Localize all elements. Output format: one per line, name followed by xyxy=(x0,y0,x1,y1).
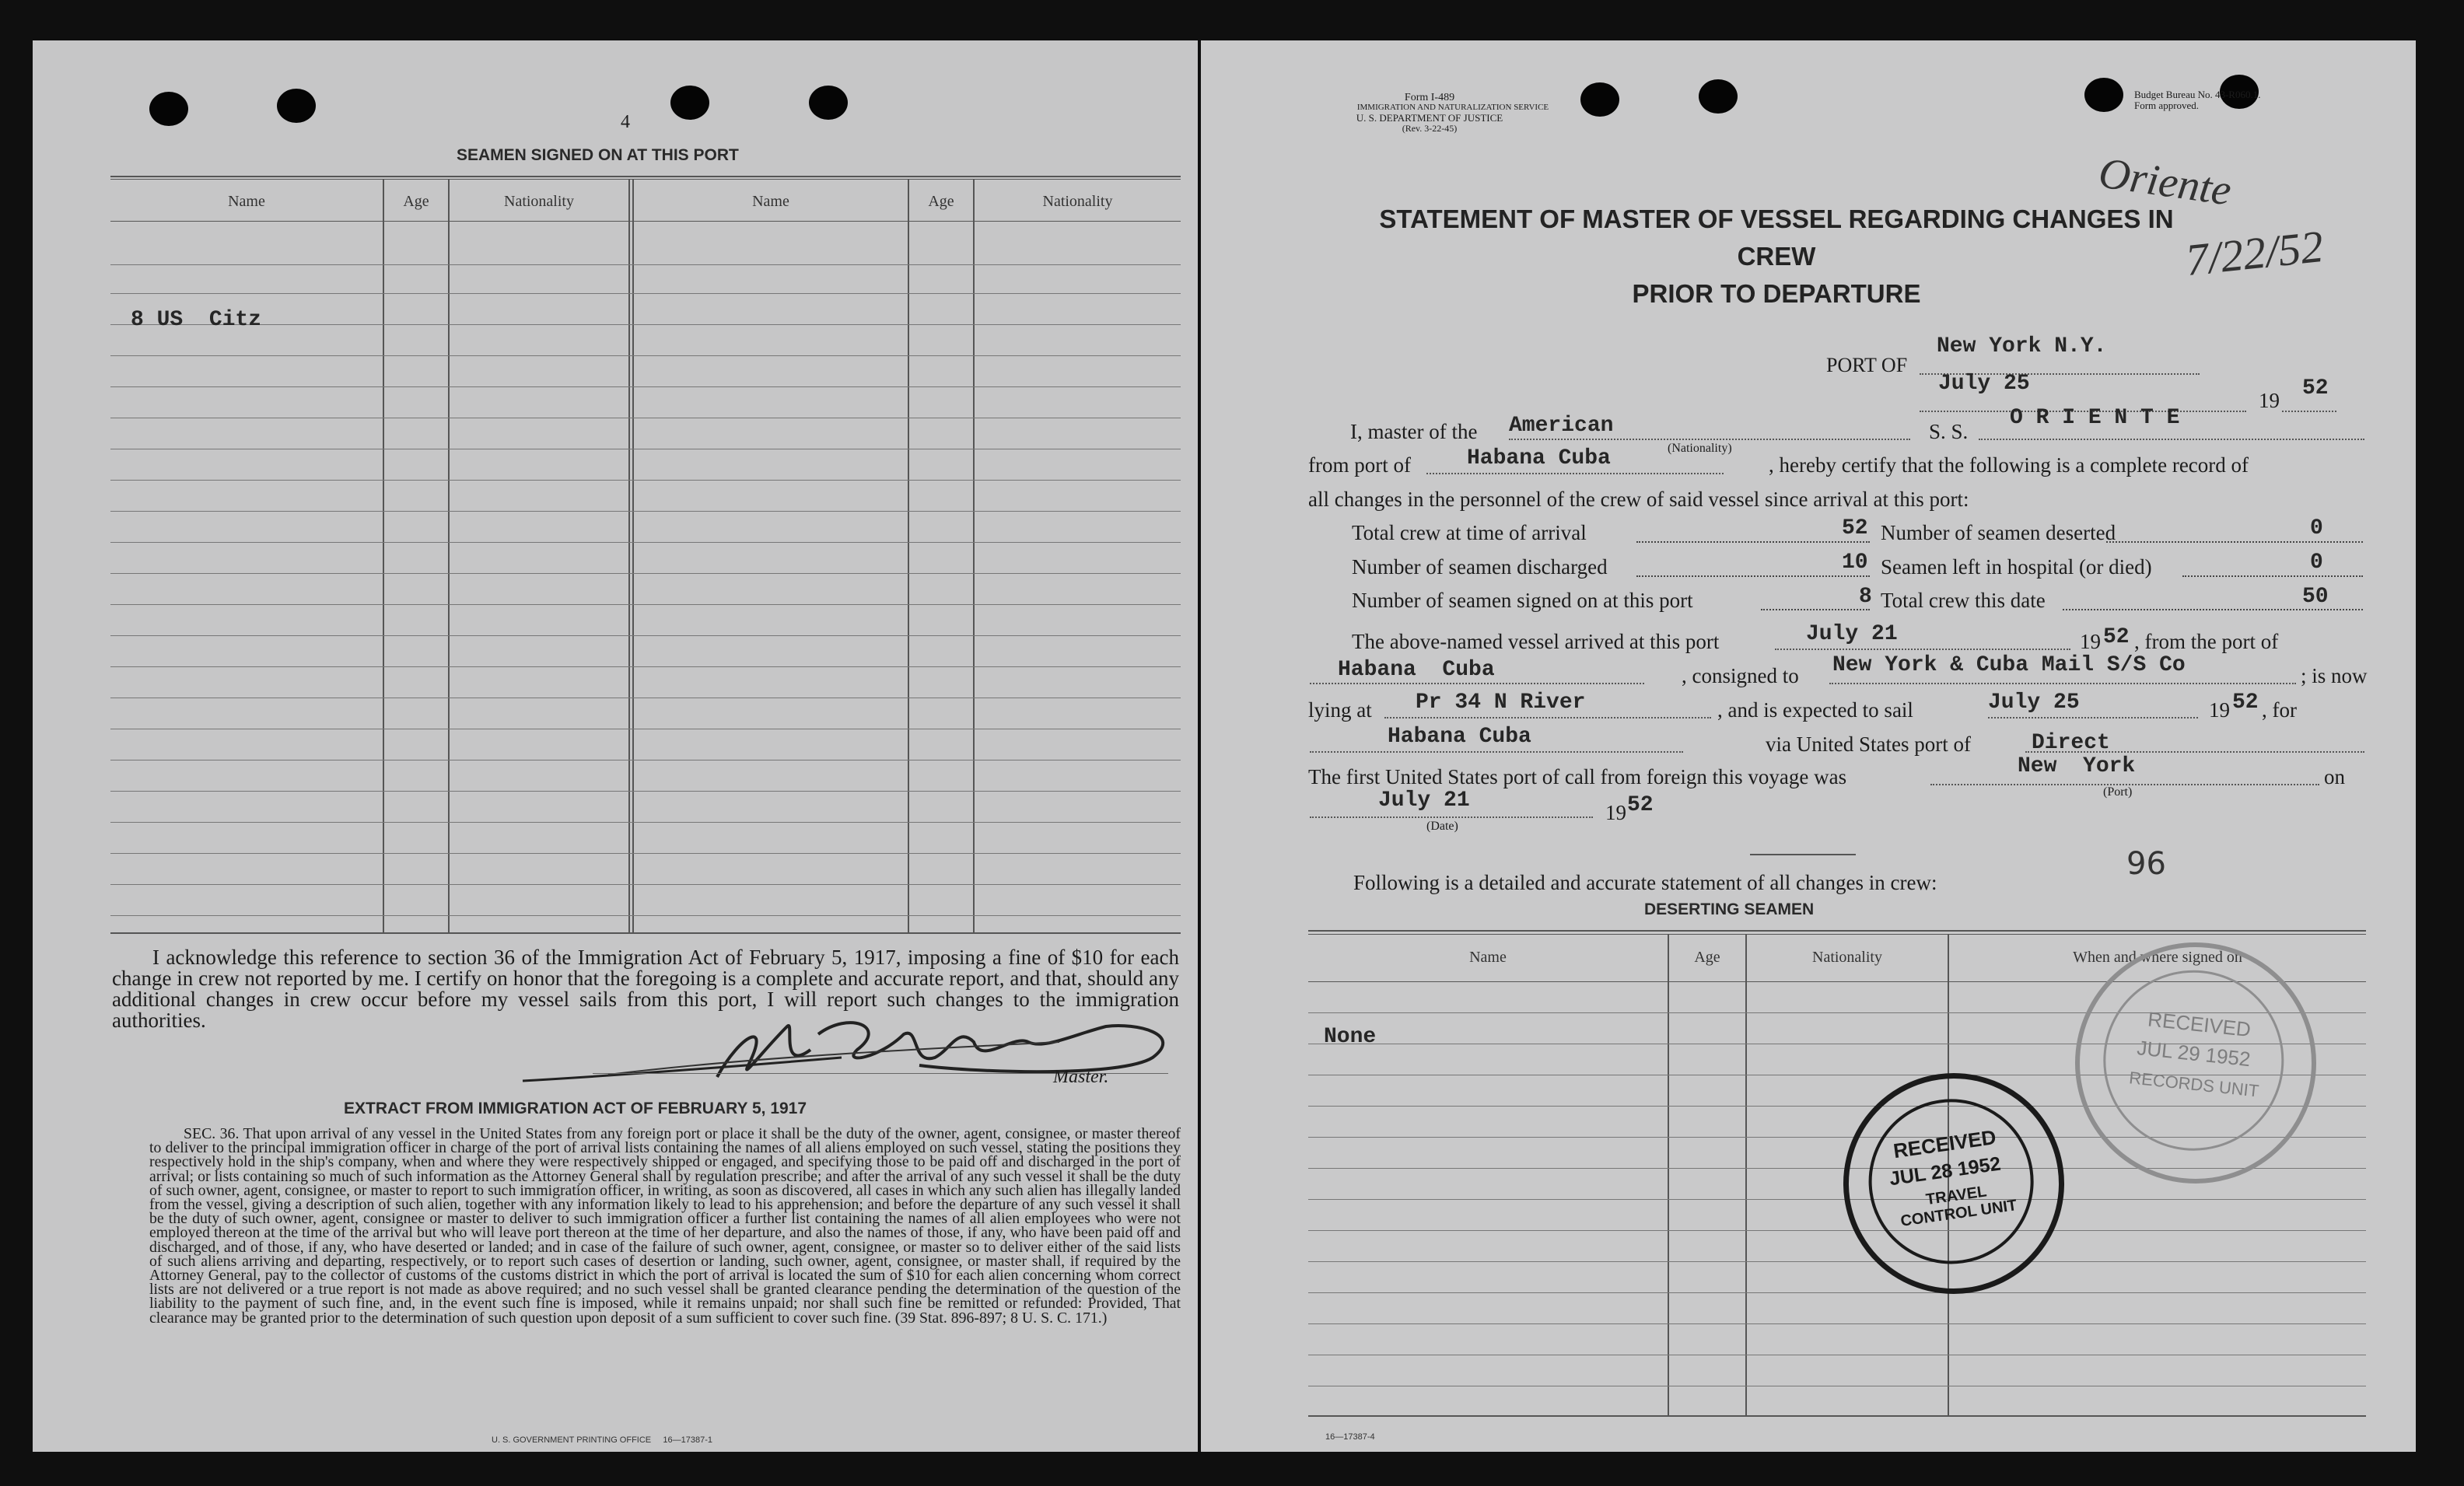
stat-label-discharged: Number of seamen discharged xyxy=(1352,555,1608,579)
nationality-value: American xyxy=(1509,414,1614,438)
certify-text: , hereby certify that the following is a complete record of xyxy=(1769,453,2249,477)
footer-code: 16—17387-4 xyxy=(1325,1432,1375,1442)
date-year: 52 xyxy=(2302,376,2329,400)
sail-year-prefix: 19 xyxy=(2209,698,2230,722)
stamp1-received: RECEIVED xyxy=(1892,1125,1998,1163)
form-number: Form I-489 xyxy=(1404,92,1455,103)
first-port-label: The first United States port of call from foreign this voyage was xyxy=(1308,765,1847,788)
for-label: , for xyxy=(2262,698,2297,722)
form-approved: Form approved. xyxy=(2134,100,2200,111)
sail-label: , and is expected to sail xyxy=(1717,698,1913,722)
via-value: Direct xyxy=(2032,731,2110,755)
travel-control-stamp xyxy=(1829,1059,2079,1309)
arrived-year-prefix: 19 xyxy=(2080,630,2101,653)
column-header-name: Name xyxy=(228,193,265,210)
table-title: SEAMEN SIGNED ON AT THIS PORT xyxy=(457,146,739,164)
first-port-value: New York xyxy=(2018,754,2136,778)
column-header-age: Age xyxy=(928,193,954,210)
agency-line-1: IMMIGRATION AND NATURALIZATION SERVICE xyxy=(1356,103,1549,112)
punch-hole xyxy=(277,89,316,123)
column-header-age: Age xyxy=(403,193,429,210)
from-port-value: Habana Cuba xyxy=(1467,446,1611,470)
deserting-entry: None xyxy=(1324,1025,1377,1049)
stat-label-hospital: Seamen left in hospital (or died) xyxy=(1881,555,2152,579)
sail-value: July 25 xyxy=(1988,691,2080,715)
master-label: Master. xyxy=(1053,1067,1109,1087)
column-header-name: Name xyxy=(752,193,789,210)
stat-value-discharged: 10 xyxy=(1842,551,1868,575)
first-year-prefix: 19 xyxy=(1605,801,1626,824)
deserting-header-name: Name xyxy=(1469,949,1507,966)
on-label: on xyxy=(2324,765,2345,788)
via-label: via United States port of xyxy=(1766,733,1971,756)
records-unit-stamp xyxy=(2063,931,2329,1196)
stat-label-total-crew-arrival: Total crew at time of arrival xyxy=(1352,521,1587,544)
arrived-label: The above-named vessel arrived at this port xyxy=(1352,630,1720,653)
consigned-label: , consigned to xyxy=(1682,664,1799,687)
deserting-header-signed-on: When and where signed on xyxy=(2073,949,2242,966)
lying-value: Pr 34 N River xyxy=(1416,691,1586,715)
form-title-line-2: PRIOR TO DEPARTURE xyxy=(1632,279,1921,308)
stat-value-signed-on: 8 xyxy=(1859,585,1872,609)
date-year-prefix: 19 xyxy=(2259,389,2280,412)
master-of-label: I, master of the xyxy=(1350,420,1478,443)
punch-hole xyxy=(2084,78,2123,112)
sail-year: 52 xyxy=(2232,691,2259,715)
deserting-header-nationality: Nationality xyxy=(1812,949,1882,966)
stat-value-deserted: 0 xyxy=(2310,516,2323,540)
arrived-value: July 21 xyxy=(1806,622,1898,646)
punch-hole xyxy=(149,92,188,126)
form-title-line-1: STATEMENT OF MASTER OF VESSEL REGARDING CHANGES IN CREW xyxy=(1379,205,2174,271)
first-year: 52 xyxy=(1627,793,1654,817)
handwritten-date-note: 7/22/52 xyxy=(2183,220,2326,286)
stat-label-signed-on: Number of seamen signed on at this port xyxy=(1352,589,1693,612)
left-page xyxy=(33,40,1198,1452)
port-label: PORT OF xyxy=(1826,354,1908,376)
consignee-value: New York & Cuba Mail S/S Co xyxy=(1832,653,2186,677)
from-port-label: from port of xyxy=(1308,453,1411,477)
stat-value-total-crew-arrival: 52 xyxy=(1842,516,1868,540)
is-now: ; is now xyxy=(2301,664,2368,687)
deserting-header-age: Age xyxy=(1694,949,1720,966)
stamp1-unit: TRAVEL CONTROL UNIT xyxy=(1899,1183,2018,1230)
stamp1-date: JUL 28 1952 xyxy=(1888,1152,2003,1191)
arrived-year: 52 xyxy=(2103,625,2130,649)
origin-value: Habana Cuba xyxy=(1338,658,1495,682)
handwritten-count: 96 xyxy=(2126,846,2166,882)
punch-hole xyxy=(1699,79,1738,114)
agency-line-2: U. S. DEPARTMENT OF JUSTICE xyxy=(1356,112,1503,124)
destination-value: Habana Cuba xyxy=(1388,725,1531,749)
ss-label: S. S. xyxy=(1929,420,1969,443)
handwritten-vessel-note: Oriente xyxy=(2095,149,2235,215)
acknowledgement-text: I acknowledge this reference to section 36 of the Immigration Act of February 5, 1917, imposing a fine of $10 for each change in crew not reported by me. I certify on honor that the foregoing is a complete and accurate report, and that, should any additional changes in crew occur before my vessel sails from this port, I will report such changes to the immigration authorities. xyxy=(112,946,1179,1032)
first-date-value: July 21 xyxy=(1378,788,1470,813)
right-page xyxy=(1201,40,2416,1452)
port-caption: (Port) xyxy=(2103,785,2133,799)
signed-on-entry: 8 US Citz xyxy=(131,308,262,332)
extract-text: SEC. 36. That upon arrival of any vessel in the United States from any foreign port or place it shall be the duty of the owner, agent, consignee, or master thereof to deliver to the principal immigration officer in charge of the port of arrival lists containing the names of all aliens employed on such vessel, stating the positions they respectively hold in the ship's company, when and where they were respectively shipped or engaged, and specifying those to be paid off and discharged in the port of arrival; or lists containing so much of such information as the Attorney General shall by regulation prescribe; and after the arrival of any such vessel it shall be the duty of such owner, agent, consignee, or master to report to such immigration officer, in writing, as soon as discovered, all cases in which any such alien has illegally landed from the vessel, giving a description of such alien, together with any information likely to lead to his apprehension; and before the departure of any such vessel it shall be the duty of such owner, agent, consignee or master to deliver to such immigration officer a further list containing the names of all alien employees who were not employed thereon at the time of the arrival but who will leave port thereon at the time of her departure, and also the names of those, if any, who have been paid off and discharged, and of those, if any, who have deserted or landed; and in case of the failure of such owner, agent, consignee, or master so to deliver either of the said lists of such aliens arriving and departing, respectively, or to report such cases of desertion or landing, such owner, agent, consignee, or master shall, if required by the Attorney General, pay to the collector of customs of the customs district in which the port of arrival is located the sum of $10 for each alien concerning whom correct lists are not delivered or a true report is not made as above required; and no such vessel shall be granted clearance pending the determination of the question of the liability to the payment of such fine, and, in the event such fine is imposed, while it remains unpaid; nor shall such fine be remitted or refunded: Provided, That clearance may be granted prior to the determination of such question upon deposit of a sum sufficient to cover such fine. (39 Stat. 896-897; 8 U. S. C. 171.) xyxy=(149,1125,1181,1327)
date-value: July 25 xyxy=(1938,372,2030,396)
form-revision: (Rev. 3-22-45) xyxy=(1402,123,1458,134)
date-caption: (Date) xyxy=(1426,820,1458,833)
port-value: New York N.Y. xyxy=(1937,334,2107,358)
nationality-caption: (Nationality) xyxy=(1668,442,1732,455)
punch-hole xyxy=(670,86,709,120)
stat-label-deserted: Number of seamen deserted xyxy=(1881,521,2116,544)
punch-hole xyxy=(809,86,848,120)
extract-title: EXTRACT FROM IMMIGRATION ACT OF FEBRUARY 5, 1917 xyxy=(344,1100,807,1117)
deserting-title: DESERTING SEAMEN xyxy=(1644,900,1815,918)
budget-bureau-number: Budget Bureau No. 43-R060.1. xyxy=(2134,89,2261,100)
stamp2-unit: RECORDS UNIT xyxy=(2128,1068,2260,1101)
vessel-name: O R I E N T E xyxy=(2010,406,2180,430)
lying-label: lying at xyxy=(1308,698,1372,722)
form-title xyxy=(1356,201,2196,313)
page-number: 4 xyxy=(621,112,630,132)
column-header-nationality: Nationality xyxy=(1042,193,1113,210)
column-header-nationality: Nationality xyxy=(504,193,574,210)
printing-office: U. S. GOVERNMENT PRINTING OFFICE 16—17387-1 xyxy=(492,1435,713,1445)
stat-value-total-crew-date: 50 xyxy=(2302,585,2329,609)
stamp2-received: RECEIVED xyxy=(2147,1007,2252,1042)
stat-label-total-crew-date: Total crew this date xyxy=(1881,589,2046,612)
following-text: Following is a detailed and accurate statement of all changes in crew: xyxy=(1353,871,1937,894)
all-changes-text: all changes in the personnel of the crew of said vessel since arrival at this port: xyxy=(1308,488,1969,511)
stat-value-hospital: 0 xyxy=(2310,551,2323,575)
from-the-port-of: , from the port of xyxy=(2134,630,2279,653)
stamp2-date: JUL 29 1952 xyxy=(2136,1036,2252,1072)
